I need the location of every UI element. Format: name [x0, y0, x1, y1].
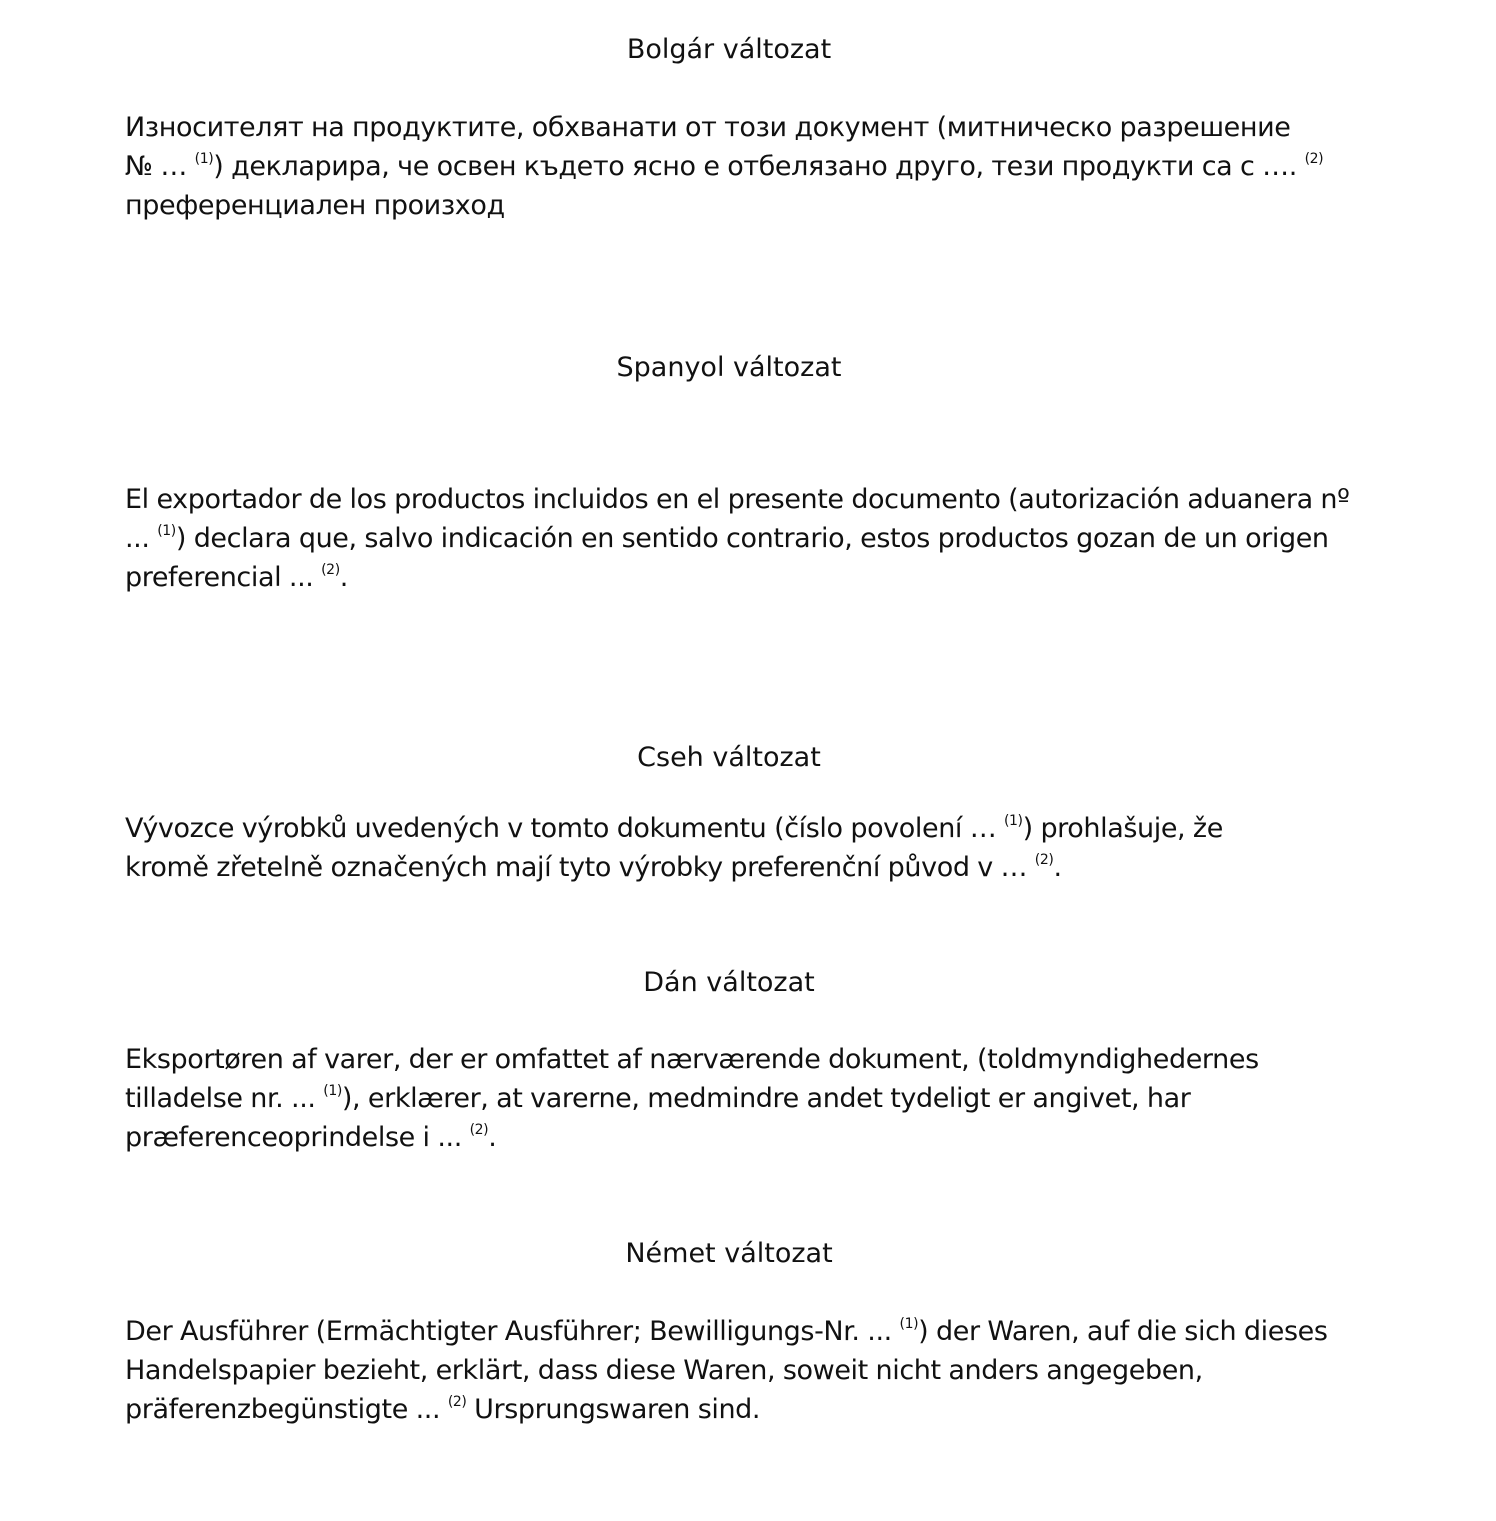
section-heading-german: Német változat: [625, 1238, 833, 1269]
footnote-ref-2: (2): [1304, 151, 1324, 167]
footnote-ref-2: (2): [447, 1394, 467, 1410]
section-heading-spanish: Spanyol változat: [616, 352, 842, 383]
text-part: Der Ausführer (Ermächtigter Ausführer; Bewilligungs-Nr. ...: [125, 1316, 900, 1347]
footnote-ref-1: (1): [194, 151, 214, 167]
text-part: Vývozce výrobků uvedených v tomto dokumentu (číslo povolení …: [125, 813, 1004, 844]
footnote-ref-2: (2): [321, 562, 340, 578]
footnote-ref-1: (1): [323, 1083, 342, 1099]
text-part: El exportador de los productos incluidos en el presente documento (autorización aduanera nº ...: [125, 484, 1350, 554]
text-part: ) declara que, salvo indicación en sentido contrario, estos productos gozan de un origen preferencial ...: [125, 523, 1329, 593]
declaration-text-czech: [125, 809, 1265, 887]
footnote-ref-1: (1): [157, 523, 176, 539]
text-part: Eksportøren af varer, der er omfattet af nærværende dokument, (toldmyndighedernes tilladelse nr. ...: [125, 1044, 1259, 1114]
declaration-text-german: [125, 1312, 1350, 1429]
section-heading-czech: Cseh változat: [637, 742, 821, 773]
footnote-ref-1: (1): [899, 1316, 919, 1332]
section-heading-danish: Dán változat: [643, 967, 815, 998]
text-part: Износителят на продуктите, обхванати от този документ (митническо разрешение № …: [125, 112, 1291, 182]
text-part: .: [339, 562, 348, 593]
footnote-ref-1: (1): [1003, 813, 1023, 829]
text-part: Ursprungswaren sind.: [466, 1394, 761, 1425]
text-part: .: [1053, 852, 1062, 883]
declaration-text-danish: [125, 1040, 1285, 1157]
declaration-text-spanish: [125, 480, 1350, 597]
text-part: ), erklærer, at varerne, medmindre andet tydeligt er angivet, har præferenceoprindelse i ...: [125, 1083, 1191, 1153]
text-part: .: [488, 1122, 497, 1153]
text-part: преференциален произход: [125, 190, 505, 221]
text-part: ) prohlašuje, že kromě zřetelně označených mají tyto výrobky preferenční původ v …: [125, 813, 1223, 883]
footnote-ref-2: (2): [1034, 852, 1054, 868]
declaration-text-bulgarian: [125, 108, 1325, 225]
section-heading-bulgarian: Bolgár változat: [626, 34, 832, 65]
text-part: ) der Waren, auf die sich dieses Handelspapier bezieht, erklärt, dass diese Waren, soweit nicht anders angegeben, präferenzbegünstigte ...: [125, 1316, 1328, 1425]
footnote-ref-2: (2): [469, 1122, 489, 1138]
text-part: ) декларира, че освен където ясно е отбелязано друго, тези продукти са с ….: [213, 151, 1305, 182]
